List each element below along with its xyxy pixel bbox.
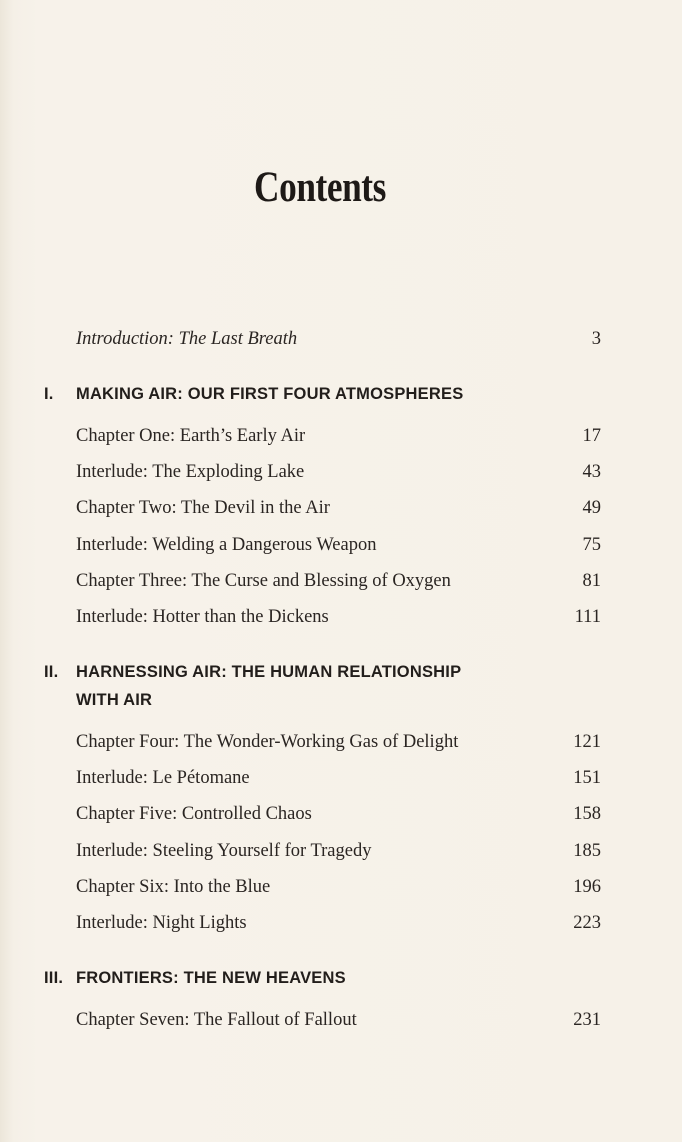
toc-entry-label: Interlude: Steeling Yourself for Tragedy [76,841,372,861]
toc-entry-page: 196 [573,877,601,897]
toc-entry-page: 111 [574,607,601,627]
toc-entry-label: Chapter One: Earth’s Early Air [76,426,306,446]
part-numeral: III. [44,969,64,987]
toc-entry-page: 158 [573,804,601,824]
toc-entry-page: 17 [582,426,601,446]
toc-entry-page: 121 [573,732,601,752]
toc-entry-page: 75 [582,535,601,555]
toc-entry-label: Chapter Six: Into the Blue [76,877,271,897]
toc-entry-page: 43 [582,462,601,482]
toc-entry-label: Chapter Five: Controlled Chaos [76,804,312,824]
toc-entry-label: Interlude: Night Lights [76,913,247,933]
part-title: HARNESSING AIR: THE HUMAN RELATIONSHIP [76,663,462,681]
toc-entry-label: Interlude: Welding a Dangerous Weapon [76,535,377,555]
toc-entry-page: 49 [582,498,601,518]
toc-entry-label: Interlude: The Exploding Lake [76,462,305,482]
toc-entry-page: 185 [573,841,601,861]
toc-entry-label: Chapter Seven: The Fallout of Fallout [76,1010,357,1030]
toc-entry-page: 3 [591,329,601,349]
page-title: Contents [254,164,386,211]
part-title-line-2: WITH AIR [76,691,153,709]
part-title: FRONTIERS: THE NEW HEAVENS [76,969,346,987]
toc-entry-page: 231 [573,1010,601,1030]
toc-entry-label: Interlude: Le Pétomane [76,768,250,788]
toc-entry-label: Chapter Four: The Wonder-Working Gas of Delight [76,732,459,752]
toc-entry-label: Chapter Three: The Curse and Blessing of Oxygen [76,571,451,591]
toc-entry-label: Introduction: The Last Breath [76,329,298,349]
toc-entry-label: Chapter Two: The Devil in the Air [76,498,330,518]
toc-entry-page: 81 [582,571,601,591]
part-numeral: I. [44,385,54,403]
part-title: MAKING AIR: OUR FIRST FOUR ATMOSPHERES [76,385,464,403]
toc-entry-label: Interlude: Hotter than the Dickens [76,607,329,627]
part-numeral: II. [44,663,59,681]
toc-entry-page: 223 [573,913,601,933]
toc-entry-page: 151 [573,768,601,788]
